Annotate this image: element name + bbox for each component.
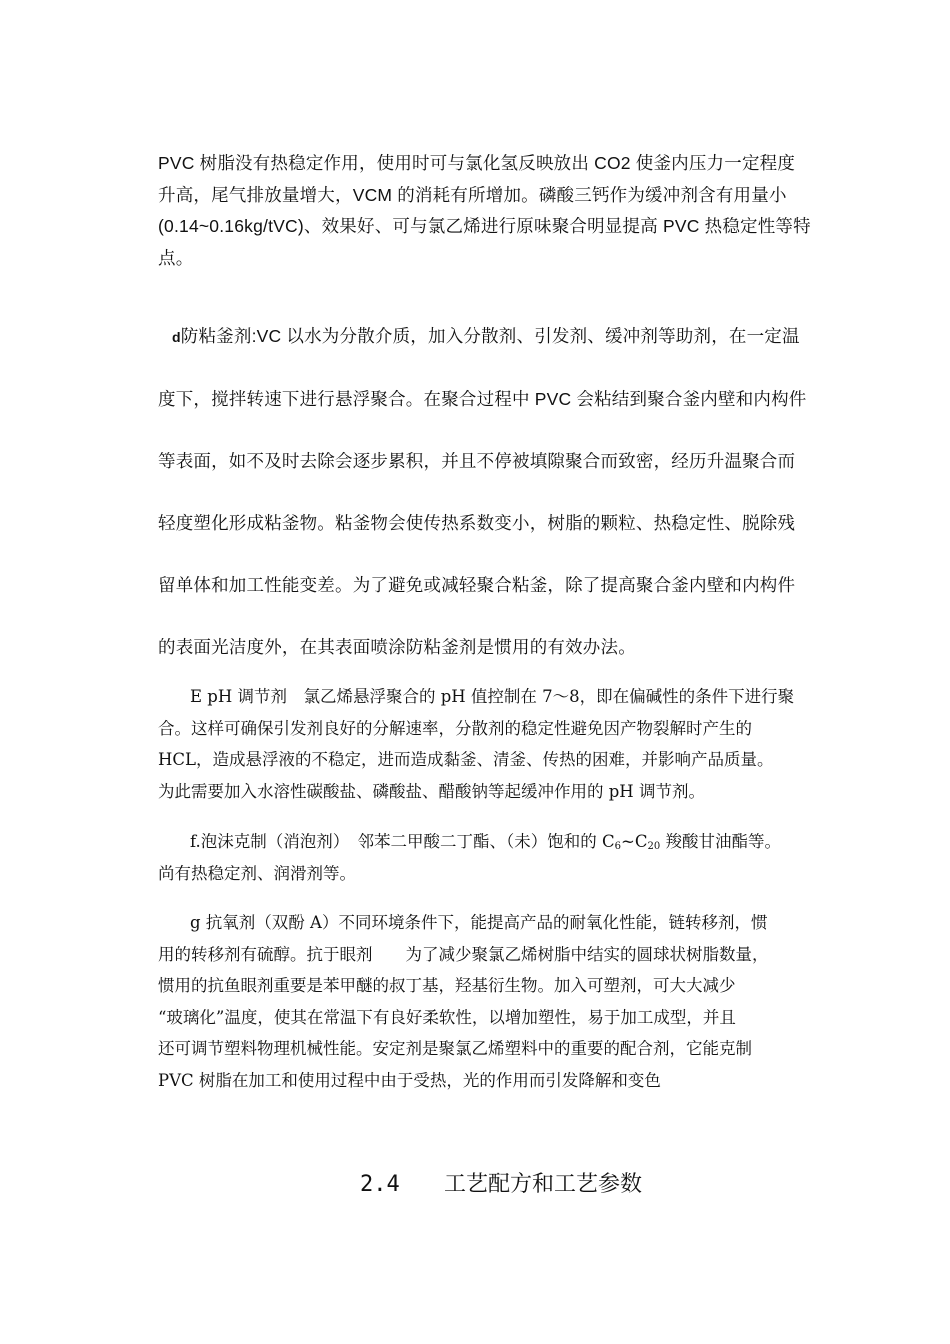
text-line: 合。这样可确保引发剂良好的分解速率，分散剂的稳定性避免因产物裂解时产生的	[158, 718, 752, 738]
section-heading	[360, 1168, 642, 1201]
section-number: 2.4	[360, 1172, 400, 1197]
subscript: 6	[614, 841, 622, 852]
text-line: 点。	[158, 247, 194, 268]
text-line	[158, 826, 878, 858]
item-marker-d: d	[172, 329, 181, 345]
paragraph-antioxidant	[158, 907, 878, 1096]
text-line: 留单体和加工性能变差。为了避免或减轻聚合粘釜，除了提高聚合釜内壁和内构件	[158, 575, 796, 595]
text-line	[158, 305, 863, 368]
text-fragment: f.泡沫克制（消泡剂） 邻苯二甲酸二丁酯、（未）饱和的 C	[190, 832, 615, 851]
subscript: 20	[647, 841, 661, 852]
text-line: 还可调节塑料物理机械性能。安定剂是聚氯乙烯塑料中的重要的配合剂，它能克制	[158, 1039, 752, 1058]
text-line: E pH 调节剂 氯乙烯悬浮聚合的 pH 值控制在 7～8，即在偏碱性的条件下进行聚	[190, 687, 795, 706]
text-line-body: 防粘釜剂:VC 以水为分散介质，加入分散剂、引发剂、缓冲剂等助剂，在一定温	[180, 326, 800, 346]
paragraph-ph-regulator	[158, 681, 878, 807]
text-line: 为此需要加入水溶性碳酸盐、磷酸盐、醋酸钠等起缓冲作用的 pH 调节剂。	[158, 781, 705, 801]
paragraph-defoamer	[158, 826, 878, 889]
section-title: 工艺配方和工艺参数	[444, 1171, 643, 1196]
text-line: g 抗氧剂（双酚 A）不同环境条件下，能提高产品的耐氧化性能，链转移剂，惯	[190, 913, 768, 932]
paragraph-anti-sticking-agent	[158, 305, 863, 678]
text-line: 度下，搅拌转速下进行悬浮聚合。在聚合过程中 PVC 会粘结到聚合釜内壁和内构件	[158, 389, 807, 409]
text-line: 的表面光洁度外，在其表面喷涂防粘釜剂是惯用的有效办法。	[158, 637, 636, 657]
paragraph-pvc-heat-stability	[158, 148, 863, 274]
text-fragment: 羧酸甘油酯等。	[660, 832, 781, 851]
text-line: 尚有热稳定剂、润滑剂等。	[158, 863, 356, 883]
text-fragment: ~C	[621, 832, 648, 851]
text-line: PVC 树脂没有热稳定作用，使用时可与氯化氢反映放出 CO2 使釜内压力一定程度	[158, 153, 796, 173]
text-line: (0.14~0.16kg/tVC)、效果好、可与氯乙烯进行原味聚合明显提高 PVC 热稳定性等特	[158, 216, 811, 236]
text-line: 升高，尾气排放量增大，VCM 的消耗有所增加。磷酸三钙作为缓冲剂含有用量小	[158, 184, 787, 205]
text-line: 用的转移剂有硫醇。抗于眼剂 为了减少聚氯乙烯树脂中结实的圆球状树脂数量，	[158, 944, 769, 964]
text-line: HCL，造成悬浮液的不稳定，进而造成黏釜、清釜、传热的困难，并影响产品质量。	[158, 750, 774, 769]
text-line: “玻璃化”温度，使其在常温下有良好柔软性，以增加塑性，易于加工成型，并且	[158, 1007, 736, 1027]
text-line: 轻度塑化形成粘釜物。粘釜物会使传热系数变小，树脂的颗粒、热稳定性、脱除残	[158, 513, 796, 533]
text-line: 惯用的抗鱼眼剂重要是苯甲醚的叔丁基，羟基衍生物。加入可塑剂，可大大减少	[158, 976, 736, 995]
text-line: PVC 树脂在加工和使用过程中由于受热，光的作用而引发降解和变色	[158, 1070, 661, 1090]
text-line: 等表面，如不及时去除会逐步累积，并且不停被填隙聚合而致密，经历升温聚合而	[158, 451, 796, 471]
